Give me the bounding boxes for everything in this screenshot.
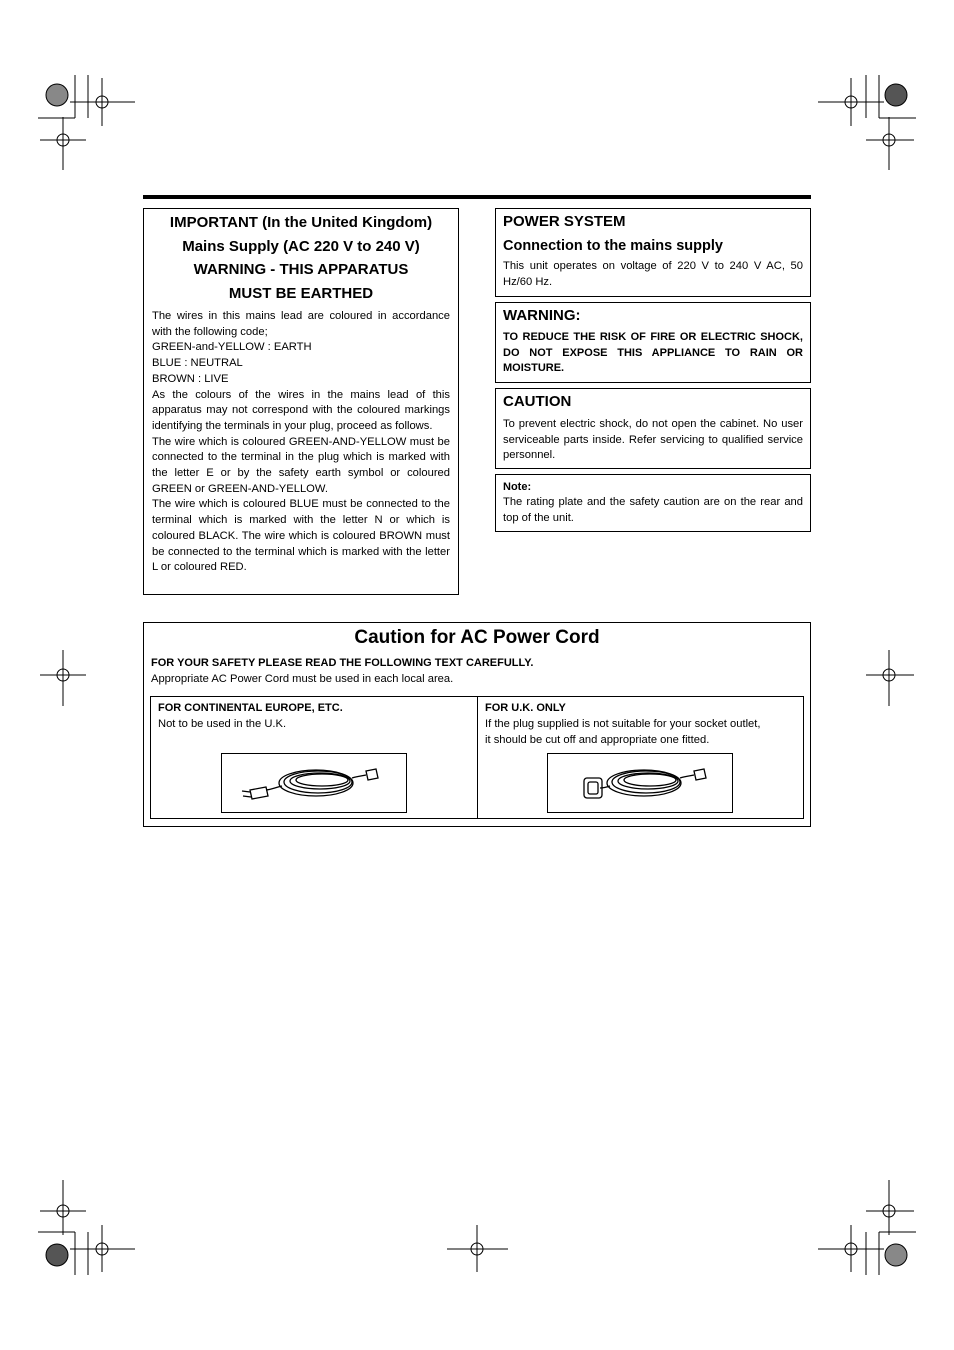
warning-text: TO REDUCE THE RISK OF FIRE OR ELECTRIC SHOCK, DO NOT EXPOSE THIS APPLIANCE TO RAIN OR MOISTURE. [503,331,803,375]
note-text: The rating plate and the safety caution are on the rear and top of the unit. [503,496,803,524]
power-system-subtitle: Connection to the mains supply [503,238,723,254]
uk-title: FOR U.K. ONLY [485,702,566,714]
europe-text: Not to be used in the U.K. [158,718,287,730]
uk-text-line-2: it should be cut off and appropriate one fitted. [485,734,710,746]
uk-paragraph-green-yellow: The wire which is coloured GREEN-AND-YELLOW must be connected to the terminal in the plug which is marked with the letter E or by the safety earth symbol or coloured GREEN or GREEN-AND-YELLOW. [152,435,450,495]
uk-text-line-1: If the plug supplied is not suitable for your socket outlet, [485,718,761,730]
uk-paragraph-code: The wires in this mains lead are coloured in accordance with the following code; [152,310,450,338]
uk-heading-2: Mains Supply (AC 220 V to 240 V) [182,237,420,255]
uk-heading-3: WARNING - THIS APPARATUS [193,261,409,278]
caution-title: CAUTION [503,393,572,410]
uk-paragraph-neutral: BLUE : NEUTRAL [152,357,243,370]
europe-title: FOR CONTINENTAL EUROPE, ETC. [158,702,343,714]
uk-paragraph-live: BROWN : LIVE [152,372,229,385]
ac-cord-appropriate-line: Appropriate AC Power Cord must be used in each local area. [151,673,454,685]
power-system-text: This unit operates on voltage of 220 V to 240 V AC, 50 Hz/60 Hz. [503,260,803,288]
uk-heading-4: MUST BE EARTHED [228,284,374,302]
caution-text: To prevent electric shock, do not open the cabinet. No user serviceable parts inside. Refer servicing to qualified service personnel. [503,418,803,462]
uk-paragraph-blue-brown: The wire which is coloured BLUE must be connected to the terminal which is marked with the letter N or which is coloured BLACK. The wire which is coloured BROWN must be connected to the terminal which is marked with the letter L or coloured RED. [152,498,450,574]
note-title: Note: [503,481,532,493]
uk-paragraph-colours: As the colours of the wires in the mains lead of this apparatus may not correspond with the coloured markings identifying the terminals in your plug, proceed as follows. [152,388,450,432]
uk-paragraph-earth: GREEN-and-YELLOW : EARTH [152,341,312,354]
power-system-title: POWER SYSTEM [503,213,626,230]
ac-cord-safety-line: FOR YOUR SAFETY PLEASE READ THE FOLLOWING TEXT CAREFULLY. [151,657,534,669]
warning-title: WARNING: [503,307,581,324]
uk-heading-1: IMPORTANT (In the United Kingdom) [169,214,433,231]
ac-cord-title: Caution for AC Power Cord [354,627,600,648]
